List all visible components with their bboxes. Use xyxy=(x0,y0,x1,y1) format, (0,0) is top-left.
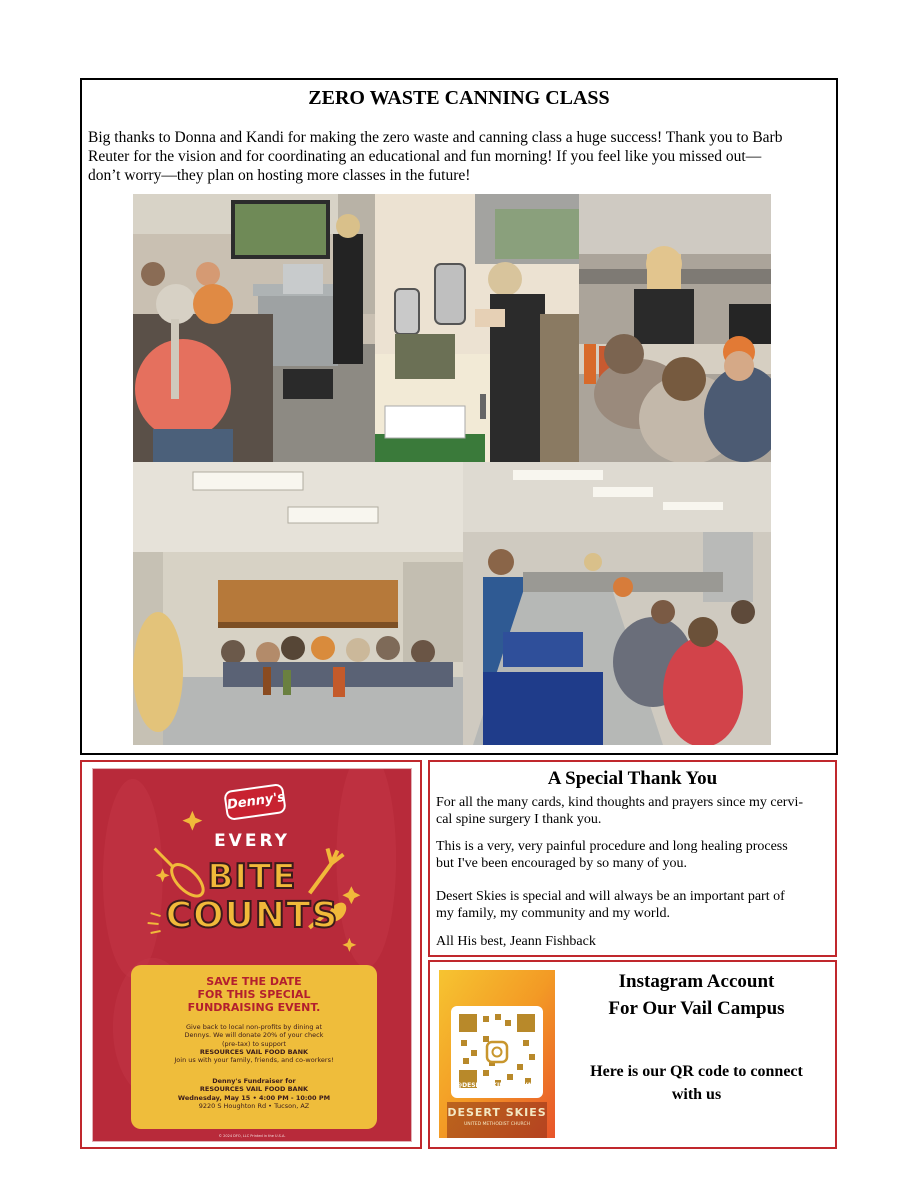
instagram-title-line: Instagram Account xyxy=(618,971,775,992)
save-line: FOR THIS SPECIAL xyxy=(197,988,311,1001)
every-heading: EVERY xyxy=(214,831,290,851)
thank-you-paragraph xyxy=(436,838,829,872)
canning-description xyxy=(88,128,830,185)
canning-demo-photo xyxy=(375,194,579,462)
give-line: (pre-tax) to support xyxy=(221,1039,287,1048)
instagram-icon xyxy=(487,1042,507,1062)
canning-body-line: Reuter for the vision and for coordinating an educational and fun morning! If you feel like you missed out— xyxy=(88,148,762,165)
give-line: Join us with your family, friends, and co-workers! xyxy=(174,1056,334,1065)
thank-you-line: cal spine surgery I thank you. xyxy=(436,812,602,827)
instagram-title-line: For Our Vail Campus xyxy=(608,998,785,1019)
instagram-title xyxy=(558,968,835,1022)
thank-you-line: For all the many cards, kind thoughts and prayers since my cervi- xyxy=(436,795,804,810)
canning-class-section xyxy=(80,78,838,755)
fund-line: Wednesday, May 15 • 4:00 PM - 10:00 PM xyxy=(177,1093,331,1102)
give-line: RESOURCES VAIL FOOD BANK xyxy=(199,1047,309,1056)
thank-you-signature: All His best, Jeann Fishback xyxy=(436,934,596,949)
save-line: SAVE THE DATE xyxy=(206,975,302,988)
fundraiser-details-card xyxy=(131,965,377,1129)
thank-you-line: my family, my community and my world. xyxy=(436,906,670,921)
bite-heading: BITE xyxy=(207,857,297,897)
canning-body-line: don’t worry—they plan on hosting more classes in the future! xyxy=(88,167,471,184)
give-back-text xyxy=(139,1023,369,1064)
give-line: Give back to local non-profits by dining at xyxy=(185,1023,323,1031)
thank-you-line: This is a very, very painful procedure and long healing process xyxy=(436,839,788,854)
instagram-text-line: Here is our QR code to connect xyxy=(590,1063,803,1080)
dennys-fundraiser-section xyxy=(80,760,422,1149)
thank-you-title: A Special Thank You xyxy=(547,768,718,789)
give-line: Dennys. We will donate 20% of your check xyxy=(184,1031,324,1040)
instagram-qr-image[interactable] xyxy=(439,970,555,1138)
thank-you-paragraph xyxy=(436,794,829,828)
fund-line: RESOURCES VAIL FOOD BANK xyxy=(199,1085,309,1094)
canning-title: ZERO WASTE CANNING CLASS xyxy=(308,87,610,109)
fund-line: Denny's Fundraiser for xyxy=(212,1077,296,1085)
instagram-description xyxy=(568,1060,825,1106)
thank-you-line: Desert Skies is special and will always be an important part of xyxy=(436,889,785,904)
save-the-date xyxy=(131,975,377,1014)
kitchen-counter-photo xyxy=(463,462,771,745)
instagram-section xyxy=(428,960,837,1149)
qr-sign-sub: UNITED METHODIST CHURCH xyxy=(464,1122,530,1127)
dennys-flyer xyxy=(92,768,412,1142)
qr-sign: DESERT SKIES xyxy=(447,1106,547,1119)
flyer-copyright: © 2024 DFO, LLC Printed in the U.S.A. xyxy=(218,1134,286,1138)
thank-you-line: but I've been encouraged by so many of you. xyxy=(436,856,687,871)
dennys-logo: Denny's xyxy=(223,783,287,821)
save-line: FUNDRAISING EVENT. xyxy=(187,1001,321,1014)
kitchen-room-photo xyxy=(133,462,463,745)
thank-you-paragraph xyxy=(436,888,829,922)
counts-heading: COUNTS xyxy=(165,895,339,936)
instructor-photo xyxy=(579,194,771,462)
qr-handle: @DESERTSKIESUMCVAIL xyxy=(456,1082,538,1089)
fundraiser-info xyxy=(139,1077,369,1110)
fund-line: 9220 S Houghton Rd • Tucson, AZ xyxy=(198,1101,310,1110)
canning-class-photo xyxy=(133,194,375,462)
canning-body-line: Big thanks to Donna and Kandi for making the zero waste and canning class a huge success! Thank you to Barb xyxy=(88,129,783,146)
instagram-text-line: with us xyxy=(671,1086,722,1103)
thank-you-section xyxy=(428,760,837,957)
